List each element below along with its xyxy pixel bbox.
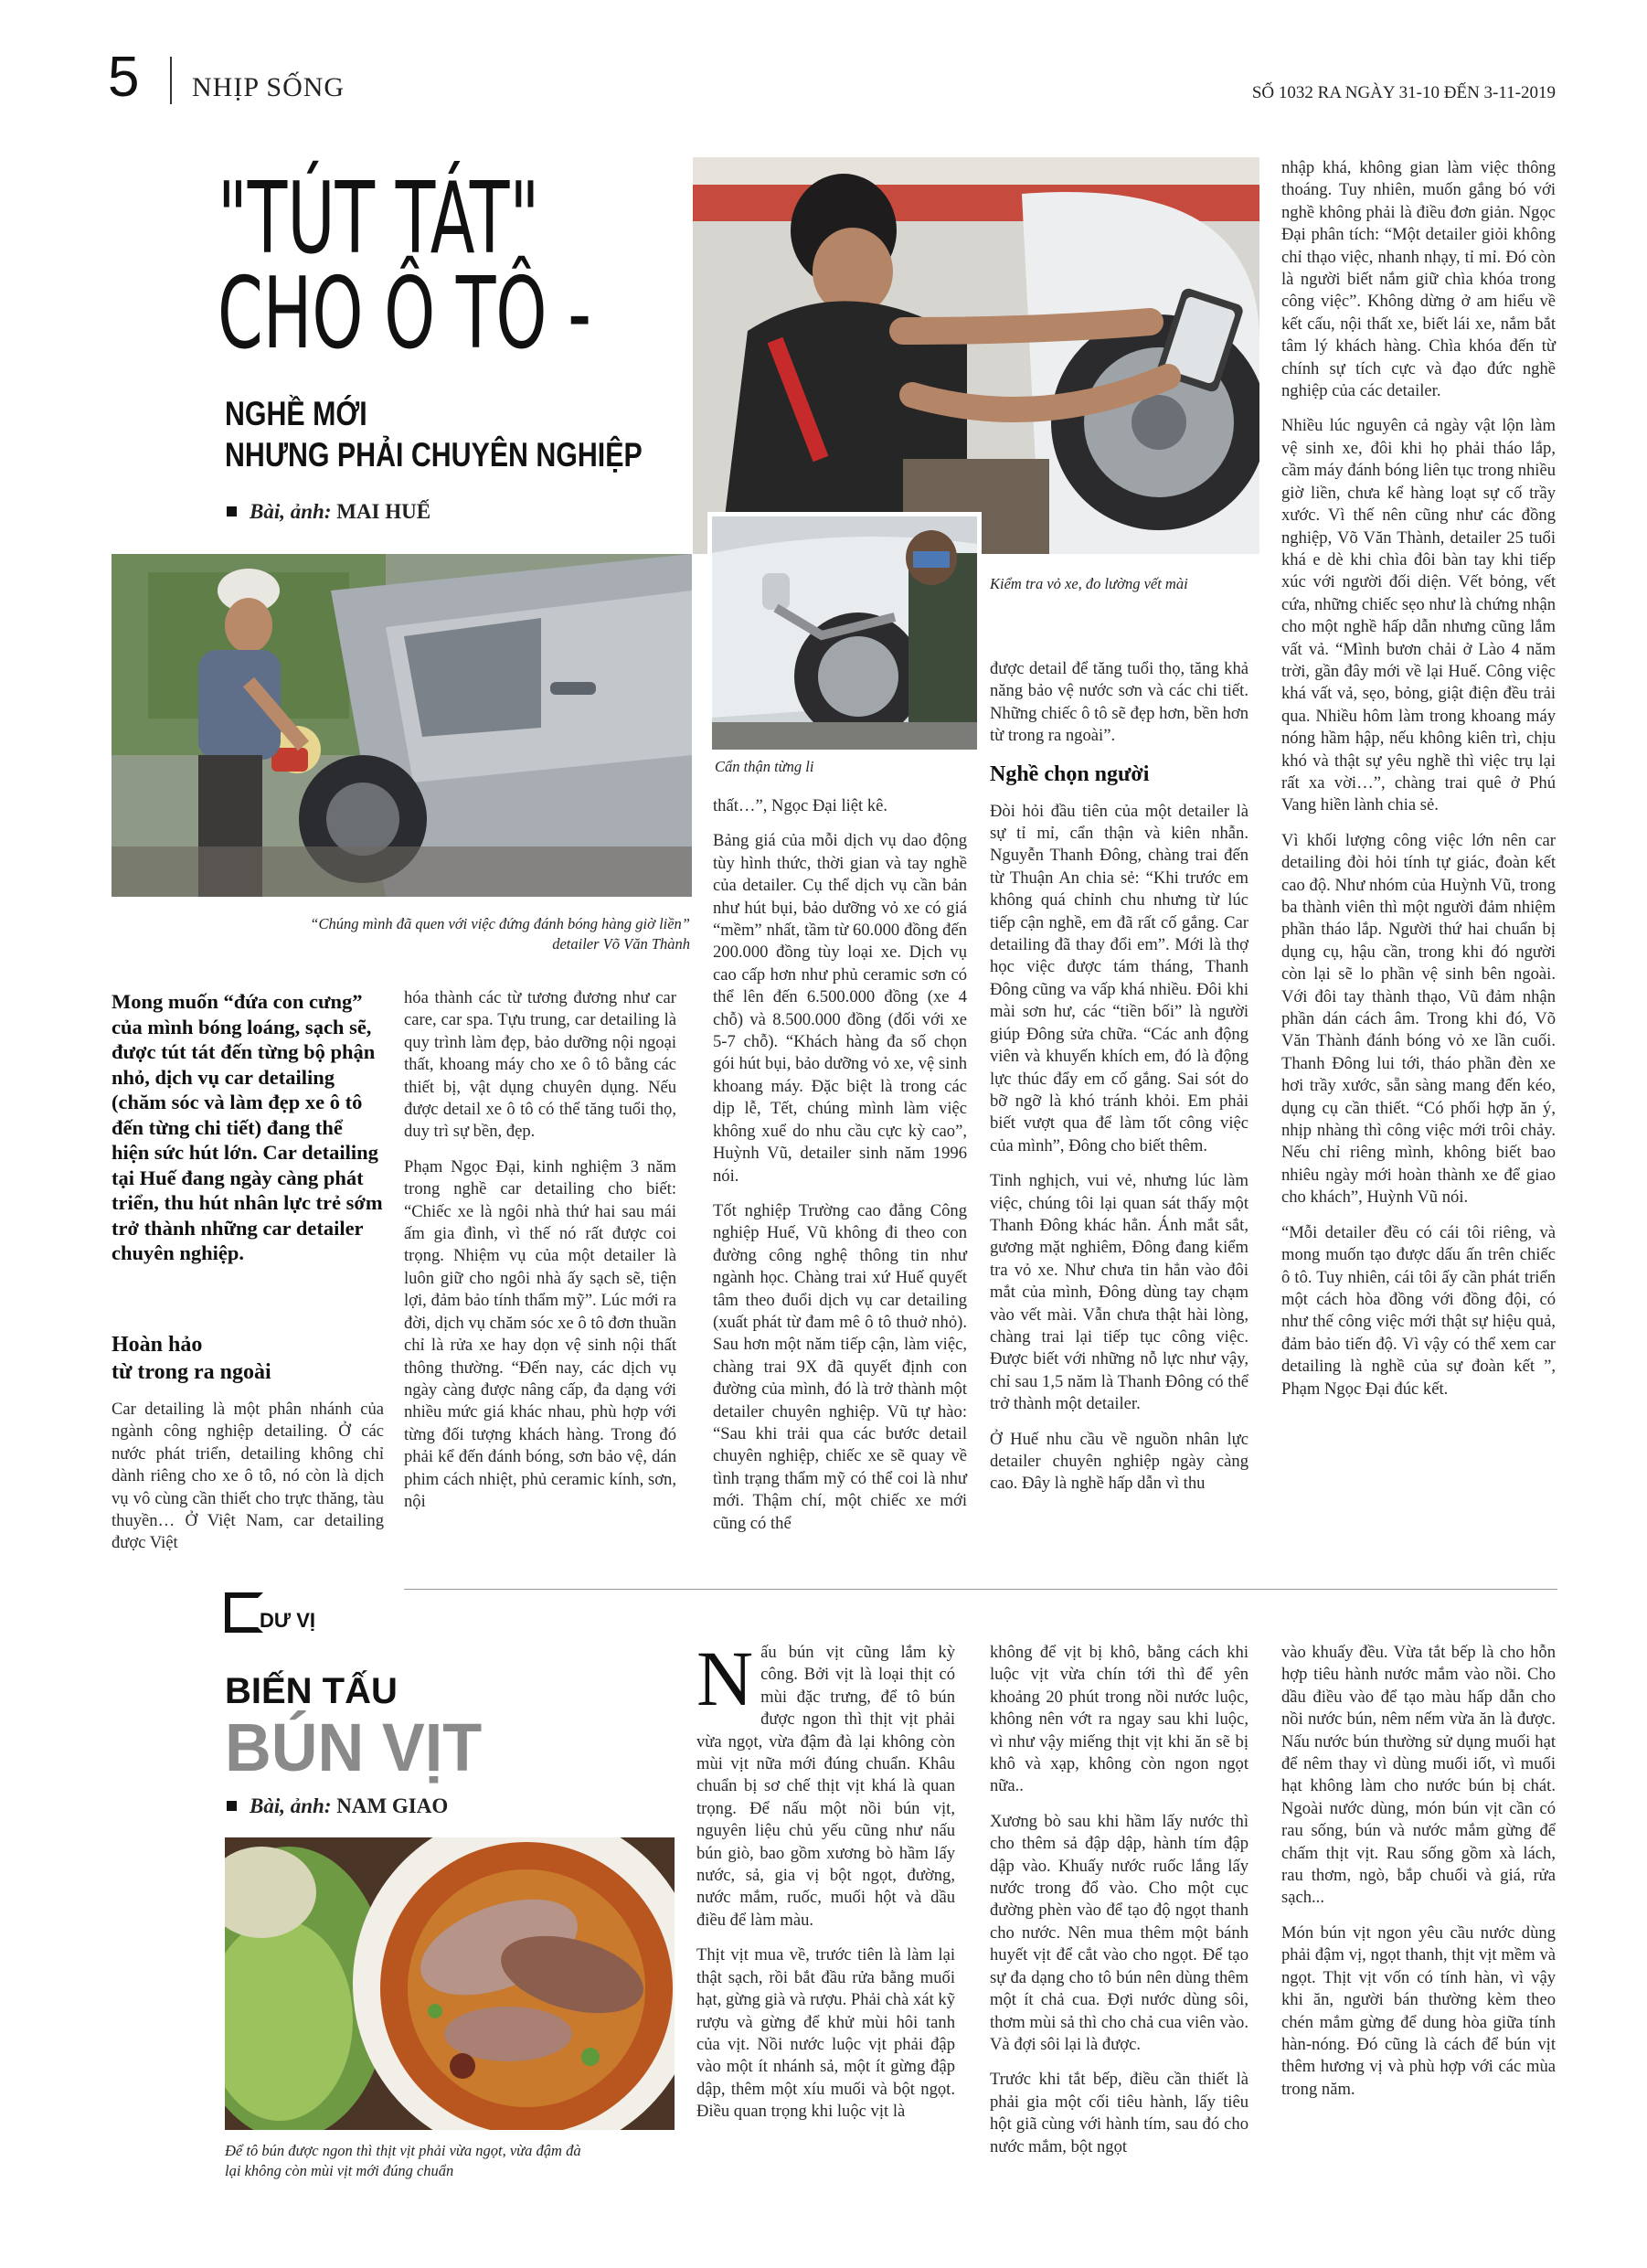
section-label-du-vi: DƯ VỊ (225, 1592, 362, 1636)
photo-bun-vit (225, 1837, 675, 2130)
square-bullet-icon (227, 506, 237, 516)
article1-col5: nhập khá, không gian làm việc thông thoáng. Tuy nhiên, muốn gắng bó với nghề không phải là điều đơn giản. Ngọc Đại phân tích: “Một detailer giỏi không chỉ thạo việc, nhanh nhạy, tỉ mỉ. Đó còn là người biết nắm giữ chìa khóa trong công việc”. Không dừng ở am hiểu về kết cấu, nội thất xe, biết lái xe, nắm bắt tâm lý khách hàng. Chìa khóa đến từ chính sự tích cực và đạo đức nghề nghiệp của các detailer. Nhiều lúc nguyên cả ngày vật lộn làm vệ sinh xe, đôi khi họ phải tháo lắp, cầm máy đánh bóng liên tục trong nhiều giờ liền, chưa kể hàng loạt sự cố trầy xước. Vì thế nên cũng như các đồng nghiệp, Võ Văn Thành, detailer 25 tuổi khá e dè khi chìa đôi bàn tay khi tiếp xúc với người đối diện. Vết bỏng, vết cứa, những chiếc sẹo như là chứng nhận cho một nghề hấp dẫn nhưng cũng lắm vất vả. “Mình bươn chải ở Lào 4 năm trời, gần đây mới về lại Huế. Công việc khá vất vả, sẹo, bỏng, giật điện đều trải qua. Nhiều hôm làm trong khoang máy nóng hầm hập, nếu không kiên trì, chịu khó và thật sự yêu nghề thì việc trụ lại rất xa vời…”, chàng trai quê ở Phú Vang hiền lành chia sẻ. Vì khối lượng công việc lớn nên car detailing đòi hỏi tính tự giác, đoàn kết cao độ. Như nhóm của Huỳnh Vũ, trong ba thành viên thì một người đảm nhiệm phần tháo lắp. Người thứ hai chuẩn bị dụng cụ, hậu cần, trong khi đó người còn lại sẽ lo phần vệ sinh bên ngoài. Với đôi tay thành thạo, Vũ đảm nhận phần dán cách âm. Trong khi đó, Võ Văn Thành đánh bóng vỏ xe lần cuối. Thanh Đông lui tới, tháo phần đèn xe hơi trầy xước, sẵn sàng mang đến kéo, dụng cụ cần thiết. “Có phối hợp ăn ý, nhịp nhàng thì công việc mới trôi chảy. Nếu chỉ riêng mình, không biết bao nhiêu ngày mới hoàn thành xe để giao cho khách”, Huỳnh Vũ nói. “Mỗi detailer đều có cái tôi riêng, và mong muốn tạo được dấu ấn trên chiếc ô tô. Tuy nhiên, cái tôi ấy cần phát triển một cách hòa đồng với đồng đội, có như thế công việc mới thật sự hiệu quả, đảm bảo tiến độ. Vì vậy có thể xem car detailing là nghề của sự đoàn kết ”, Phạm Ngọc Đại đúc kết. (1281, 158, 1557, 1399)
caption-inset: Cẩn thận từng li (715, 758, 814, 775)
article1-title-line1: "TÚT TÁT" (218, 162, 540, 276)
article2-col2: không để vịt bị khô, bằng cách khi luộc vịt vừa chín tới thì để yên khoảng 20 phút trong nồi nước luộc, không nên vớt ra ngay sau khi luộc, vì như vậy miếng thịt vịt khi ăn sẽ bị khô và xạp, không còn ngon ngọt nữa.. Xương bò sau khi hầm lấy nước thì cho thêm sả đập dập, hành tím đập dập vào. Khuấy nước ruốc lắng lấy nước trong đổ vào. Cho một cục đường phèn vào để tạo độ ngọt thanh cho nước. Nên mua thêm một bánh huyết vịt để cắt vào cho ngọt. Để tạo sự đa dạng cho tô bún nên dùng thêm một ít chả cua. Đợi nước dùng sôi, thơm mùi sả thì cho chả cua viên vào. Và đợi sôi lại là được. Trước khi tắt bếp, điều cần thiết là phải gia một cối tiêu hành, lấy tiêu hột giã cùng với hành tím, sau đó cho nước mắm, bột ngọt (990, 1643, 1249, 2156)
article1-subtitle: NGHỀ MỚI NHƯNG PHẢI CHUYÊN NGHIỆP (225, 395, 643, 474)
header-divider (170, 57, 172, 104)
article2-byline: Bài, ảnh: NAM GIAO (227, 1794, 448, 1819)
caption-top-photo: Kiểm tra vỏ xe, đo lường vết mài (990, 575, 1188, 592)
article-separator (404, 1589, 1557, 1590)
section-title: NHỊP SỐNG (192, 72, 345, 102)
caption-polishing: “Chúng mình đã quen với việc đứng đánh bóng hàng giờ liền” detailer Võ Văn Thành (310, 915, 690, 953)
article2-title: BIẾN TẤU BÚN VỊT (225, 1671, 483, 1785)
issue-info: SỐ 1032 RA NGÀY 31-10 ĐẾN 3-11-2019 (1251, 83, 1556, 102)
article1-col3: thất…”, Ngọc Đại liệt kê. Bảng giá của mỗi dịch vụ dao động tùy hình thức, thời gian và tay nghề của detailer. Cụ thể dịch vụ cần bản như hút bụi, bảo dưỡng vỏ xe có giá “mềm” nhất, tầm từ 60.000 đồng đến 200.000 đồng tùy loại xe. Dịch vụ cao cấp hơn như phủ ceramic sơn có thể lên đến 6.500.000 đồng (xe 4 chỗ) và 8.500.000 đồng (đối với xe 5-7 chỗ). “Khách hàng đa số chọn gói hút bụi, bảo dưỡng vỏ xe, vệ sinh khoang máy. Đặc biệt là trong các dịp lễ, Tết, chúng mình làm việc không xuể do nhu cầu cực kỳ cao”, Huỳnh Vũ, detailer sinh năm 1996 nói. Tốt nghiệp Trường cao đẳng Công nghiệp Huế, Vũ không đi theo con đường công nghệ thông tin như ngành học. Chàng trai xứ Huế quyết tâm theo đuổi dịch vụ car detailing (xuất phát từ đam mê ô tô thuở nhỏ). Sau hơn một năm tiếp cận, làm việc, chàng trai 9X đã quyết định con đường của mình, đó là trở thành một detailer chuyên nghiệp. Vũ tự hào: “Sau khi trải qua các bước detail chuyên nghiệp, chiếc xe sẽ quay về tình trạng thẩm mỹ có thể coi là như mới. Thậm chí, một chiếc xe mới cũng có thể (713, 796, 967, 1533)
caption-bun-vit: Để tô bún được ngon thì thịt vịt phải vừa ngọt, vừa đậm đà lại không còn mùi vịt mới đúng chuẩn (225, 2142, 581, 2179)
article1-col2: hóa thành các từ tương đương như car care, car spa. Tựu trung, car detailing là quy trình làm đẹp, bảo dưỡng nội ngoại thất, khoang máy cho xe ô tô bằng các thiết bị, vật dụng chuyên dụng. Nếu được detail xe ô tô có thể tăng tuổi thọ, duy trì sự bền, đẹp. Phạm Ngọc Đại, kinh nghiệm 3 năm trong nghề car detailing cho biết: “Chiếc xe là ngôi nhà thứ hai sau mái ấm gia đình, vì thế nó rất được coi trọng. Nhiệm vụ của một detailer là luôn giữ cho ngôi nhà ấy sạch sẽ, tiện lợi, đảm bảo tính thẩm mỹ”. Lúc mới ra đời, dịch vụ chăm sóc xe ô tô đơn thuần chỉ là rửa xe hay dọn vệ sinh nội thất thông thường. “Đến nay, các dịch vụ ngày càng được nâng cấp, đa dạng với nhiều mức giá khác nhau, phù hợp với từng đối tượng khách hàng. Trong đó phải kể đến đánh bóng, sơn bảo vệ, dán phim cách nhiệt, phủ ceramic kính, sơn, nội (404, 988, 676, 1511)
photo-polishing-car-art (112, 554, 692, 897)
article2-col3: vào khuấy đều. Vừa tắt bếp là cho hỗn hợp tiêu hành nước mắm vào nồi. Cho dầu điều vào để tạo màu hấp dẫn cho nồi nước bún, nêm nếm vừa ăn là được. Nấu nước bún thường sử dụng muối hạt để nêm thay vì dùng muối iốt, vì muối hạt không làm cho nước bún bị chát. Ngoài nước dùng, món bún vịt cần có rau sống, bún và nước mắm gừng để chấm thịt vịt. Rau sống gồm xà lách, rau thơm, ngò, bắp chuối và giá, rửa sạch... Món bún vịt ngon yêu cầu nước dùng phải đậm vị, ngọt thanh, thịt vịt mềm và ngọt. Thịt vịt vốn có tính hàn, vì vậy khi ăn, người bán thường kèm theo chén mắm gừng để dung hòa giữa tính hàn-nóng. Đó cũng là cách để bún vịt thêm hương vị và phù hợp với các mùa trong năm. (1281, 1643, 1556, 2099)
photo-checking-car (693, 157, 1259, 554)
section-frame-icon (225, 1592, 263, 1633)
photo-bun-vit-art (225, 1837, 675, 2130)
page-number: 5 (108, 46, 140, 109)
article1-lead: Mong muốn “đứa con cưng” của mình bóng loáng, sạch sẽ, được tút tát đến từng bộ phận nhỏ, dịch vụ car detailing (chăm sóc và làm đẹp xe ô tô đến từng chi tiết) đang thể hiện sức hút lớn. Car detailing tại Huế đang ngày càng phát triển, thu hút nhân lực trẻ sớm trở thành những car detailer chuyên nghiệp. (112, 990, 383, 1264)
article1-title (218, 162, 591, 371)
photo-spray-inset (707, 512, 982, 754)
photo-checking-car-art (693, 157, 1259, 554)
heading-hoan-hao: Hoàn hảo từ trong ra ngoài (112, 1333, 271, 1384)
article1-col4: được detail để tăng tuổi thọ, tăng khả năng bảo vệ nước sơn và các chi tiết. Những chiếc ô tô sẽ đẹp hơn, bền hơn từ trong ra ngoài”. Nghề chọn người Đòi hỏi đầu tiên của một detailer là sự tỉ mỉ, cẩn thận và kiên nhẫn. Nguyễn Thanh Đông, chàng trai đến từ Thuận An chia sẻ: “Khi trước em không quá chỉnh chu nhưng từ lúc tiếp cận nghề, em đã rất cố gắng. Car detailing đã thay đổi em”. Mới là thợ học việc được tám tháng, Thanh Đông cũng va vấp khá nhiều. Đôi khi mài sơn hư, các “tiền bối” là người giúp Đông sửa chữa. “Các anh động viên và khuyến khích em, đó là động lực thúc đẩy em cố gắng. Sai sót do bỡ ngỡ là khó tránh khỏi. Em phải biết vượt qua để làm tốt công việc của mình”, Đông cho biết thêm. Tinh nghịch, vui vẻ, nhưng lúc làm việc, chúng tôi lại quan sát thấy một Thanh Đông khác hẳn. Ánh mắt sắt, gương mặt nghiêm, Đông đang kiểm tra vỏ xe. Như chưa tin hẳn vào đôi mắt của mình, Đông dùng tay chạm vào vết mài. Vẫn chưa thật hài lòng, chàng trai lại tiếp tục công việc. Được biết với những nỗ lực như vậy, chỉ sau 1,5 năm là Thanh Đông có thể trở thành một detailer. Ở Huế nhu cầu về nguồn nhân lực detailer chuyên nghiệp ngày càng cao. Đây là nghề hấp dẫn vì thu (990, 659, 1249, 1494)
heading-nghe-chon-nguoi: Nghề chọn người (990, 761, 1150, 786)
dropcap: N (696, 1634, 754, 1722)
article1-title-line2: CHO Ô TÔ - (218, 257, 591, 371)
square-bullet-icon (227, 1801, 237, 1811)
article1-byline: Bài, ảnh: MAI HUẾ (227, 499, 430, 525)
article1-col1: Hoàn hảo từ trong ra ngoài Car detailing là một phân nhánh của ngành công nghiệp detailing. Ở các nước phát triển, detailing không chỉ dành riêng cho xe ô tô, nó còn là dịch vụ vô cùng cần thiết cho trực thăng, tàu thuyền… Ở Việt Nam, car detailing được Việt (112, 1333, 384, 1553)
article2-col1: Nấu bún vịt cũng lắm kỳ công. Bởi vịt là loại thịt có mùi đặc trưng, để tô bún được ngon thì thịt vịt phải vừa ngọt, vừa đậm đà lại không còn mùi vịt nữa mới đúng chuẩn. Khâu chuẩn bị sơ chế thịt vịt khá là quan trọng. Để nấu một nồi bún vịt, nguyên liệu chủ yếu cũng như nấu bún giò, bao gồm xương bò hầm lấy nước, sả, gia vị bột ngọt, đường, nước mắm, ruốc, muối hột và dầu điều để làm màu. Thịt vịt mua về, trước tiên là làm lại thật sạch, rồi bắt đầu rửa bằng muối hạt, gừng già và rượu. Phải chà xát kỹ rượu và gừng để khử mùi hôi tanh của vịt. Nồi nước luộc vịt phải đập vào một ít nhánh sả, một ít gừng đập dập, thêm một xíu muối và bột ngọt. Điều quan trọng khi luộc vịt là (696, 1634, 956, 2122)
photo-polishing-car (112, 554, 692, 897)
photo-spray-inset-art (712, 516, 977, 750)
